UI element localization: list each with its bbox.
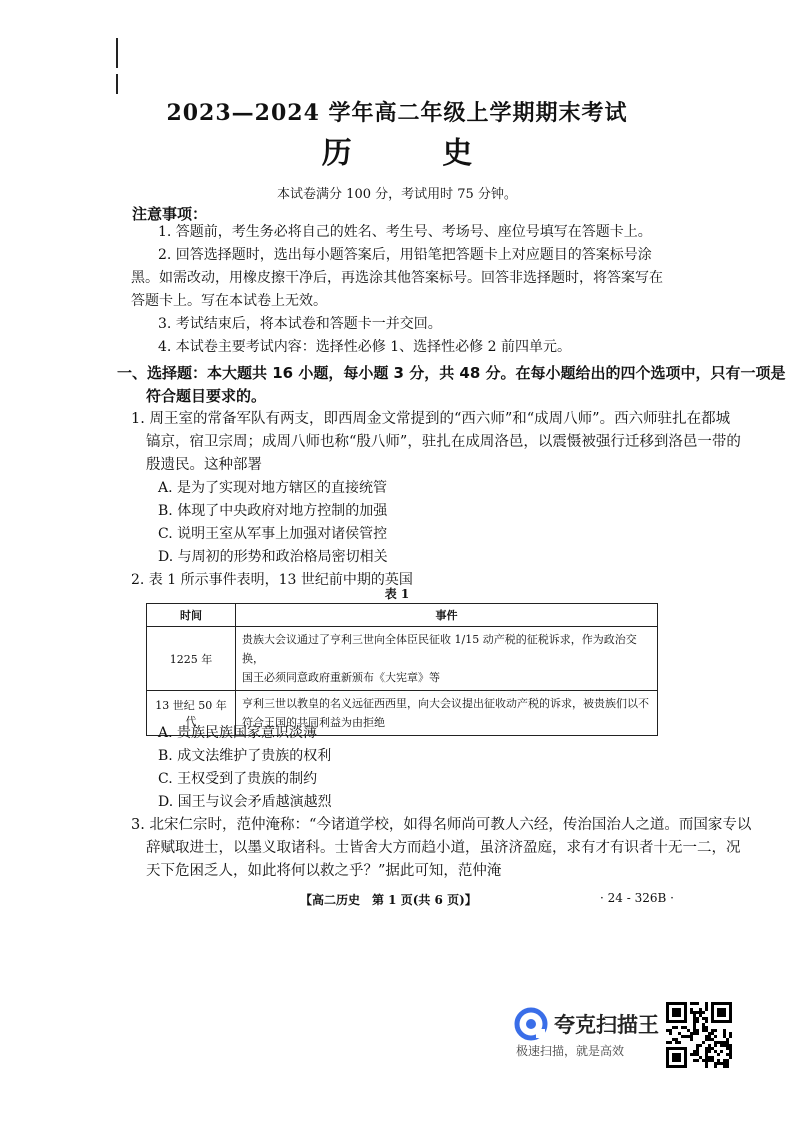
- question-1-option-a: A. 是为了实现对地方辖区的直接统管: [158, 480, 388, 496]
- table-cell-time: 13 世纪 50 年代: [147, 691, 236, 736]
- qr-code: [666, 1002, 732, 1068]
- event-line: 贵族大会议通过了亨利三世向全体臣民征收 1/15 动产税的征税诉求，作为政治交换，: [242, 633, 637, 665]
- scanner-slogan: 极速扫描，就是高效: [516, 1044, 625, 1058]
- table-cell-event: [236, 627, 658, 691]
- exam-meta: 本试卷满分 100 分，考试用时 75 分钟。: [277, 187, 517, 202]
- question-2-option-c: C. 王权受到了贵族的制约: [158, 771, 318, 787]
- notice-item: 黑。如需改动，用橡皮擦干净后，再选涂其他答案标号。回答非选择题时，将答案写在: [131, 270, 663, 286]
- section-heading-cont: 符合题目要求的。: [146, 387, 267, 405]
- table-row: [147, 627, 658, 691]
- events-table: [146, 603, 658, 736]
- question-2-option-b: B. 成文法维护了贵族的权利: [158, 748, 332, 764]
- subject-title: 历 史: [321, 136, 513, 171]
- question-2-stem: 2. 表 1 所示事件表明，13 世纪前中期的英国: [131, 572, 413, 588]
- notice-item: 2. 回答选择题时，选出每小题答案后，用铅笔把答题卡上对应题目的答案标号涂: [158, 247, 652, 263]
- table-caption: 表 1: [384, 587, 410, 601]
- table-cell-time: 1225 年: [147, 627, 236, 691]
- page-footer: 【高二历史 第 1 页(共 6 页)】: [300, 893, 477, 907]
- notice-item: 4. 本试卷主要考试内容：选择性必修 1、选择性必修 2 前四单元。: [158, 339, 571, 355]
- question-1-option-c: C. 说明王室从军事上加强对诸侯管控: [158, 526, 388, 542]
- scan-mark: [116, 74, 118, 94]
- event-line: 符合王国的共同利益为由拒绝: [242, 716, 385, 729]
- question-1-option-d: D. 与周初的形势和政治格局密切相关: [158, 549, 388, 565]
- notice-item: 1. 答题前，考生务必将自己的姓名、考生号、考场号、座位号填写在答题卡上。: [158, 224, 652, 240]
- question-2-option-a: A. 贵族民族国家意识淡薄: [158, 725, 318, 741]
- question-3-stem: 辞赋取进士，以墨义取诸科。士皆舍大方而趋小道，虽济济盈庭，求有才有识者十无一二，况: [146, 840, 741, 856]
- question-3-stem: 天下危困乏人，如此将何以救之乎？”据此可知，范仲淹: [146, 863, 502, 879]
- table-header: 事件: [236, 604, 658, 627]
- table-header-row: [147, 604, 658, 627]
- scanner-name: 夸克扫描王: [554, 1013, 659, 1037]
- scan-mark: [116, 38, 118, 68]
- scanner-logo-icon: [514, 1007, 548, 1041]
- question-3-stem: 3. 北宋仁宗时，范仲淹称：“今诸道学校，如得名师尚可教人六经，传治国治人之道。而国家专以: [131, 817, 752, 833]
- question-1-stem: 镐京，宿卫宗周；成周八师也称“殷八师”，驻扎在成周洛邑，以震慑被强行迁移到洛邑一带的: [146, 434, 741, 450]
- event-line: 亨利三世以教皇的名义远征西西里，向大会议提出征收动产税的诉求，被贵族们以不: [242, 697, 649, 710]
- exam-title: 2023—2024 学年高二年级上学期期末考试: [166, 100, 628, 126]
- question-2-option-d: D. 国王与议会矛盾越演越烈: [158, 794, 332, 810]
- notice-item: 答题卡上。写在本试卷上无效。: [131, 293, 327, 309]
- question-1-option-b: B. 体现了中央政府对地方控制的加强: [158, 503, 388, 519]
- event-line: 国王必须同意政府重新颁布《大宪章》等: [242, 671, 440, 684]
- section-heading: 一、选择题：本大题共 16 小题，每小题 3 分，共 48 分。在每小题给出的四个选项中，只有一项是: [117, 364, 786, 382]
- paper-code: · 24 - 326B ·: [600, 891, 674, 905]
- question-1-stem: 1. 周王室的常备军队有两支，即西周金文常提到的“西六师”和“成周八师”。西六师驻扎在都城: [131, 411, 731, 427]
- notice-heading: 注意事项：: [132, 205, 208, 223]
- table-header: 时间: [147, 604, 236, 627]
- notice-item: 3. 考试结束后，将本试卷和答题卡一并交回。: [158, 316, 442, 332]
- question-1-stem: 殷遗民。这种部署: [146, 457, 262, 473]
